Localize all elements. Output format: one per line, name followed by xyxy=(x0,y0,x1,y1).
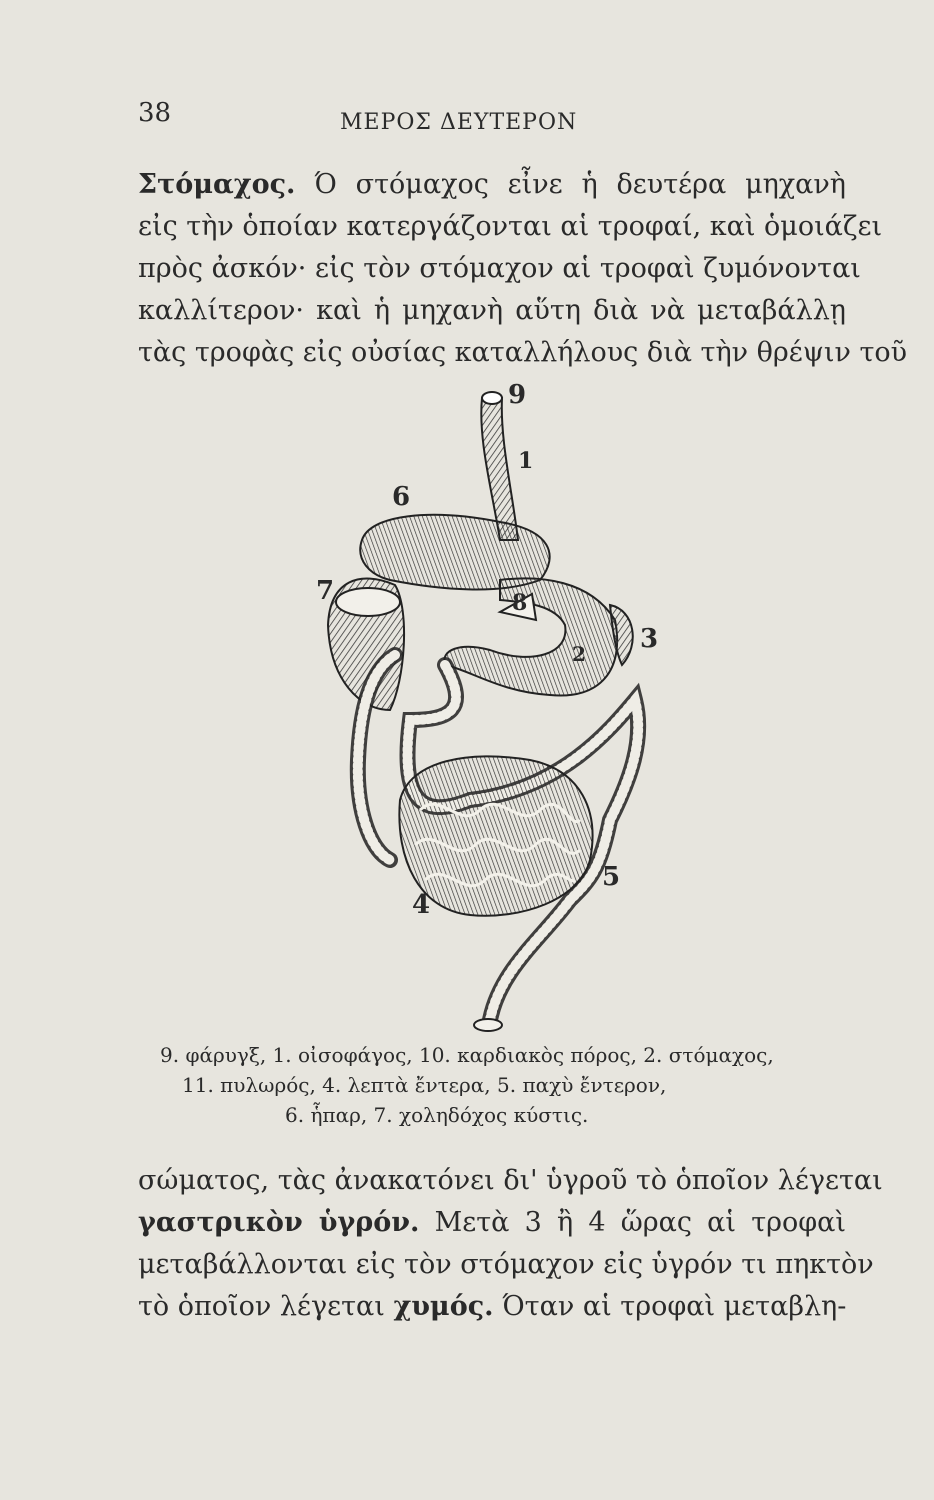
bold-term: γαστρικὸν ὑγρόν. xyxy=(138,1207,420,1238)
anatomy-engraving xyxy=(300,380,680,1040)
paragraph-line xyxy=(138,1202,846,1244)
bold-term: χυμός. xyxy=(393,1291,494,1322)
figure-label: 2 xyxy=(572,642,586,666)
paragraph-line: μεταβάλλονται εἰς τὸν στόμαχον εἰς ὑγρόν τι πηκτὸν xyxy=(138,1249,874,1280)
digestive-system-illustration xyxy=(300,380,680,1040)
figure-label: 1 xyxy=(518,448,534,474)
paragraph-line: καλλίτερον· καὶ ἡ μηχανὴ αὕτη διὰ νὰ μεταβάλλῃ xyxy=(138,295,846,326)
figure-label: 6 xyxy=(392,482,411,512)
caption-line: 11. πυλωρός, 4. λεπτὰ ἔντερα, 5. παχὺ ἔντερον, xyxy=(182,1073,667,1097)
figure-label: 9 xyxy=(508,380,527,410)
section-heading: Στόμαχος. xyxy=(138,169,296,200)
figure-label: 5 xyxy=(602,862,621,892)
caption-line: 9. φάρυγξ, 1. οἰσοφάγος, 10. καρδιακὸς πόρος, 2. στόμαχος, xyxy=(160,1043,774,1067)
paragraph-text: τὸ ὁποῖον λέγεται xyxy=(138,1291,394,1322)
figure-label: 8 xyxy=(512,590,528,616)
figure-caption xyxy=(160,1040,820,1130)
page-number: 38 xyxy=(138,98,172,128)
gallbladder-shape xyxy=(336,588,400,616)
paragraph-line: εἰς τὴν ὁποίαν κατεργάζονται αἱ τροφαί, καὶ ὁμοιάζει xyxy=(138,211,883,242)
paragraph-line xyxy=(138,164,846,206)
figure-label: 3 xyxy=(640,624,659,654)
caption-line: 6. ἧπαρ, 7. χοληδόχος κύστις. xyxy=(285,1103,589,1127)
paragraph-line xyxy=(138,1286,846,1328)
paragraph-top xyxy=(138,164,908,374)
running-head: ΜΕΡΟΣ ΔΕΥΤΕΡΟΝ xyxy=(340,110,578,135)
figure-label: 4 xyxy=(412,890,431,920)
paragraph-bottom xyxy=(138,1160,883,1328)
paragraph-text: Ό στόμαχος εἶνε ἡ δευτέρα μηχανὴ xyxy=(295,169,846,200)
paragraph-text: Όταν αἱ τροφαὶ μεταβλη- xyxy=(493,1291,847,1322)
paragraph-line: πρὸς ἀσκόν· εἰς τὸν στόμαχον αἱ τροφαὶ ζυμόνονται xyxy=(138,253,861,284)
paragraph-line: τὰς τροφὰς εἰς οὐσίας καταλλήλους διὰ τὴν θρέψιν τοῦ xyxy=(138,337,908,368)
paragraph-text: Μετὰ 3 ἢ 4 ὥρας αἱ τροφαὶ xyxy=(419,1207,846,1238)
figure-label: 7 xyxy=(316,576,335,606)
paragraph-line: σώματος, τὰς ἀνακατόνει δι' ὑγροῦ τὸ ὁποῖον λέγεται xyxy=(138,1165,883,1196)
